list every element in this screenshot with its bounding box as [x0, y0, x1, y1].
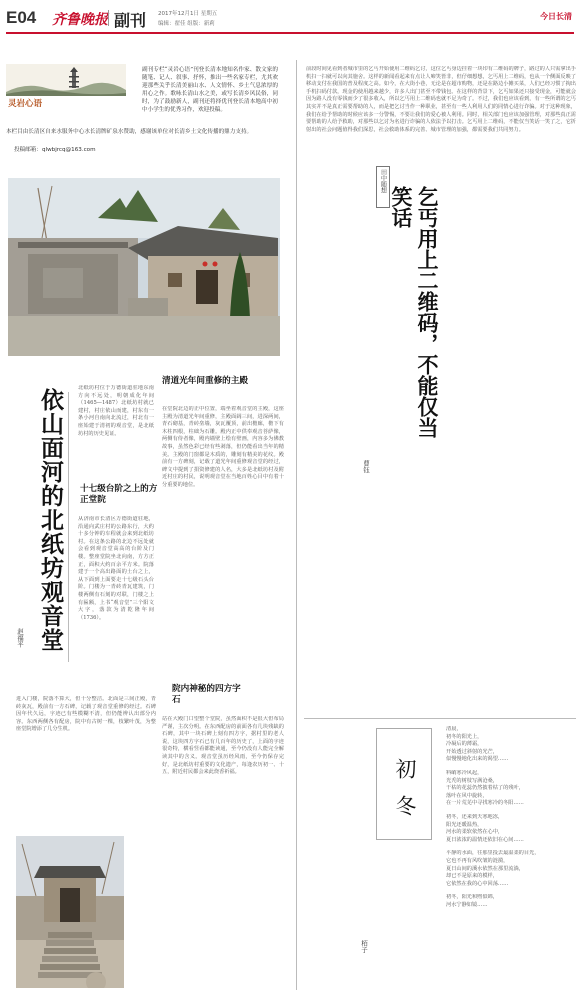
left-article-body-2: 进入门楼，院落不算大，但十分整洁。北面是三间正殿，青砖灰瓦，殿前有一方石碑，记载了观音堂重修的经过。石碑因年代久远，字迹已有些模糊不清，但仍能辨认出部分内容。东西两侧各有配房，院中有古树一棵，枝繁叶茂，为整座堂院增添了几分生机。: [16, 696, 156, 733]
column-banner: [6, 64, 138, 110]
left-subheading-steps: 十七级台阶之上的方正堂院: [80, 484, 158, 505]
poem-stanza: 初冬，还来到天寒地冻， 阳光还暖温热， 河水的柔软依然在心中， 夏日浓浓的温情还依旧在心间……: [446, 813, 524, 843]
gate-photo: [16, 836, 124, 988]
column-divider: [296, 60, 297, 990]
page-header: [0, 0, 580, 36]
middle-subheading-hall: 清道光年间重修的主殿: [162, 376, 248, 386]
middle-article-body-2: 站在大殿门口望整个堂院，虽然面积不是很大但布局严谨，主次分明。在东西配房的前面各有几块残缺的石碑，其中一块石碑上刻有四方字，据村里的老人说，这块四方字石已有几百年的历史了，上面的字迹很奇特，横看竖看都能读通，至今仍没有人能完全解读其中的含义。观音堂虽历经风雨，至今仍保存完好，是北纸坊村重要的文化遗产，每逢农历初一、十五，附近村民都会来此烧香祈福。: [162, 716, 284, 776]
poem-stanza: 料峭寒冷风起， 光秃的树枝写满沧桑， 干枯的花蕊仍然披着枯了的残叶， 落叶在风中旋转， 在一片荒芜中寻找寒冷的冬阳……: [446, 769, 524, 807]
right-article-body: 前段时间见看到者城市里的乞丐开始使用二维码乞讨，这位乞丐身边挂着一块印有二维码的牌子，路过的人只需拿出手机扫一扫就可以向其施舍。这样的新闻看起来有点让人啼笑皆非，但仔细想想，乞丐用上二维码，也从一个侧面反映了移动支付在我国的普及程度之高。如今，在大街小巷，无论是在超市购物，还是在路边小摊买菜，人们已经习惯了掏出手机扫码付款，现金的使用越来越少，许多人出门甚至不带钱包。在这样的背景下，乞丐如果还只接受现金，可能就会因为路人没有零钱而少了很多收入，所以乞丐用上二维码也就不足为奇了。不过，我们也应该看到，有一些所谓的乞丐其实并不是真正需要帮助的人，而是把乞讨当作一种职业，甚至有一些人利用人们的同情心进行诈骗。对于这种现象，我们在给予帮助的时候应该多一分警惕，不要让我们的爱心被人利用。同时，相关部门也应该加强管理，对那些真正需要帮助的人给予救助，对那些以乞讨为名进行诈骗的人依法予以打击。乞丐用上二维码，不能仅当笑话一笑了之，它折射出的社会问题值得我们深思，社会救助体系的完善、城市管理的加强，都需要我们共同努力。: [306, 66, 576, 133]
temple-photo: [8, 178, 280, 356]
middle-subheading-stone: 院内神秘的四方字石: [172, 684, 241, 705]
right-article-author: 曹钰: [362, 460, 370, 473]
poem-stanza: 平静的水面，往那里投去最温柔的目光， 它也不再有风吹皱的涟漪， 夏日山间的溪水依然在那里流淌， 却已不是原来的模样， 它依然在我的心中回荡……: [446, 850, 540, 887]
poem-divider: [304, 718, 576, 719]
sponsor-note: 本栏目由长清区自来水服务中心水长清牌矿泉水赞助，感谢该单位对长清乡土文化传播的鼎力支持。: [6, 129, 253, 135]
left-article-author: 赵福平: [16, 628, 24, 648]
column-tag: 田中随想: [379, 169, 387, 193]
right-article-title: 乞丐用上二维码，不能仅当笑话: [389, 186, 439, 438]
poem-author: 栢子: [360, 940, 368, 953]
left-article-title: 依山面河的北纸坊观音堂: [37, 388, 63, 652]
poem-stanza: 清晨， 初冬的阳光上， 冷凝后的薄霜， 开始透过斜射的光芒， 似慢慢地化出来的渴望……: [446, 726, 509, 763]
poem-stanza: 初冬，阳光和煦似锦， 河水宁静如镜……: [446, 894, 498, 908]
poem-title: 初冬: [393, 758, 417, 832]
section-tag: 今日长清: [540, 12, 572, 21]
middle-article-body-1: 在堂院北边的正中位置，端坐着观音堂的主殿，这座主殿为清道光年间重修，主殿面阔三间，进深两间，青石砌基，青砖垒墙，灰瓦覆顶，前出檐廊，檐下有木柱四根，柱础为石雕。殿内正中供奉观音菩萨像，两侧有侍者像，殿内墙壁上绘有壁画，内容多为佛教故事，虽然色彩已经有些剥落，但仍能看出当年的精美。主殿的门窗都是木质的，雕刻有精美的花纹。殿前有一方碑刻，记载了道光年间重修观音堂的经过，碑文中提到了捐资修建的人名，大多是北纸坊村及附近村庄的村民，说明观音堂在当地百姓心目中有着十分重要的地位。: [162, 406, 284, 488]
title-rule: [68, 392, 69, 662]
paper-name-logo: 齐鲁晚报: [52, 12, 108, 28]
left-article-body-1: 从济南市长清区万德街道驻地，沿通向武庄村的公路东行，大约十多分钟的车程就会来到北纸坊村。在这条公路的北边不远处就会看到观音堂高高的台阶及门楼。整座堂院坐北向南，方方正正，面积大约百余平方米。院落建于一个高出路面的土台之上，从下面到上面要走十七级石头台阶。门楼为一青砖青瓦建筑，门楼两侧有石刻的对联，门楼之上有匾额，上书“观音堂”三个阳文大字，落款为清乾隆年间（1736）。: [78, 516, 154, 621]
date-line: 2017年12月1日 星期五: [158, 11, 218, 17]
editor-line: 编辑：翟佳 组版：新莉: [158, 21, 215, 27]
header-underline: [6, 32, 574, 34]
pagoda-landscape-illustration: [6, 64, 126, 96]
section-code: E04: [6, 8, 37, 27]
section-name: 副刊: [114, 11, 147, 30]
poem-body: [446, 726, 576, 992]
submission-email: 投稿邮箱：qlwbjrcq@163.com: [14, 147, 96, 153]
left-article-intro: 北纸坊村位于万德街道驻地东南方向不远处，明朝成化年间（1465—1487）北纸坊村就已建村，村庄依山而建，村东有一条小河自南向北流过，村北有一座始建于清初的观音堂，是北纸坊村的历史见证。: [78, 385, 154, 437]
column-label: 灵岩心语: [8, 99, 43, 109]
header-divider: [108, 10, 109, 26]
column-intro: 副刊专栏“灵岩心语”刊登长清本地知名作家、散文家的随笔、记人、叙事、抒怀，推出一些名家专栏，尤其欢迎那些关乎长清美丽山水、人文情怀、乡土气息浓厚的用心之作。歌咏长清山水之美，或写长清乡风民俗，同时，为了鼓励新人，副刊还将择优刊登长清本地高中初中小学生的优秀习作，欢迎投稿。: [142, 67, 278, 113]
